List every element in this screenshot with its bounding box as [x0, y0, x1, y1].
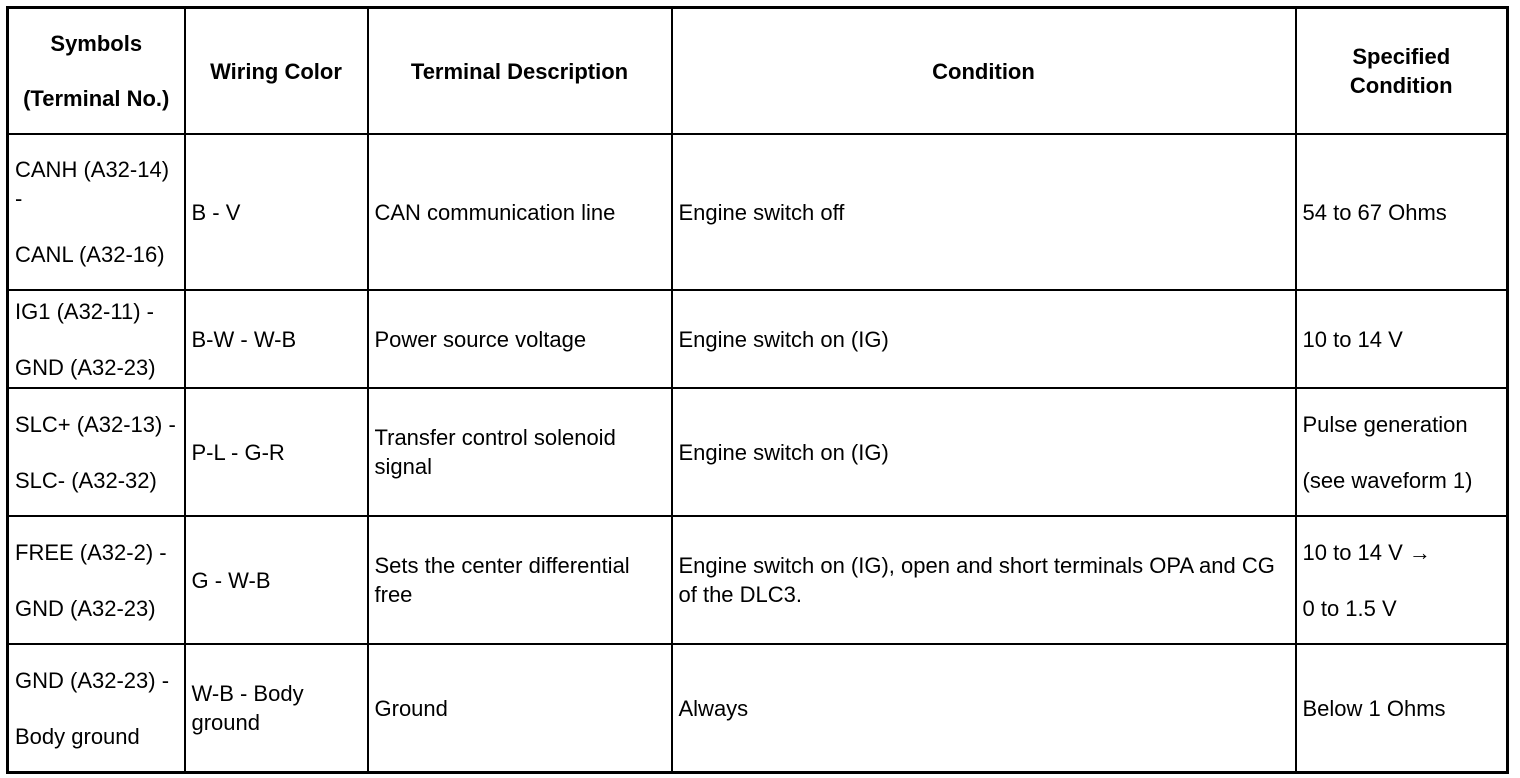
- symbol-to: GND (A32-23): [15, 354, 156, 380]
- condition-cell: Engine switch on (IG): [672, 290, 1296, 388]
- spec-value: Below 1 Ohms: [1302, 695, 1446, 721]
- table-row: [8, 388, 1508, 516]
- symbol-from: SLC+ (A32-13) -: [15, 411, 176, 437]
- wiring-color-cell: B - V: [185, 134, 368, 290]
- table-row: [8, 134, 1508, 290]
- symbol-cell: [8, 516, 185, 644]
- header-terminal-description: Terminal Description: [368, 8, 672, 135]
- condition-cell: Engine switch on (IG): [672, 388, 1296, 516]
- specified-condition-cell: [1296, 290, 1508, 388]
- wiring-color-cell: G - W-B: [185, 516, 368, 644]
- terminal-specification-table: [6, 6, 1509, 774]
- wiring-color-cell: P-L - G-R: [185, 388, 368, 516]
- symbol-to: CANL (A32-16): [15, 242, 165, 267]
- condition-cell: Engine switch on (IG), open and short terminals OPA and CG of the DLC3.: [672, 516, 1296, 644]
- symbol-to: Body ground: [15, 723, 140, 749]
- symbol-to: GND (A32-23): [15, 595, 156, 621]
- symbol-from: CANH (A32-14) -: [15, 157, 170, 211]
- table-body: [8, 134, 1508, 773]
- symbol-cell: [8, 388, 185, 516]
- symbol-cell: [8, 134, 185, 290]
- header-row: [8, 8, 1508, 135]
- spec-value-note: 0 to 1.5 V: [1302, 595, 1397, 621]
- table-row: [8, 516, 1508, 644]
- header-symbols-line2: (Terminal No.): [23, 86, 170, 111]
- header-symbols-line1: Symbols: [50, 31, 143, 56]
- description-cell: Power source voltage: [368, 290, 672, 388]
- symbol-to: SLC- (A32-32): [15, 467, 157, 493]
- specified-condition-cell: [1296, 644, 1508, 773]
- table-header: [8, 8, 1508, 135]
- spec-value: Pulse generation: [1302, 411, 1468, 437]
- header-wiring-color: Wiring Color: [185, 8, 368, 135]
- spec-value-note: (see waveform 1): [1302, 467, 1473, 493]
- spec-value: 10 to 14 V →: [1302, 539, 1431, 565]
- description-cell: Ground: [368, 644, 672, 773]
- symbol-cell: [8, 644, 185, 773]
- specified-condition-cell: [1296, 516, 1508, 644]
- spec-value: 10 to 14 V: [1302, 326, 1403, 352]
- symbol-from: FREE (A32-2) -: [15, 539, 167, 565]
- header-condition: Condition: [672, 8, 1296, 135]
- table-row: [8, 644, 1508, 773]
- specified-condition-cell: [1296, 388, 1508, 516]
- symbol-cell: [8, 290, 185, 388]
- table-row: [8, 290, 1508, 388]
- specified-condition-cell: [1296, 134, 1508, 290]
- description-cell: Sets the center differential free: [368, 516, 672, 644]
- condition-cell: Engine switch off: [672, 134, 1296, 290]
- description-cell: Transfer control solenoid signal: [368, 388, 672, 516]
- condition-cell: Always: [672, 644, 1296, 773]
- description-cell: CAN communication line: [368, 134, 672, 290]
- spec-value: 54 to 67 Ohms: [1302, 199, 1447, 225]
- symbol-from: GND (A32-23) -: [15, 667, 170, 693]
- header-specified-condition: Specified Condition: [1296, 8, 1508, 135]
- header-symbols: [8, 8, 185, 135]
- symbol-from: IG1 (A32-11) -: [15, 298, 154, 324]
- wiring-color-cell: B-W - W-B: [185, 290, 368, 388]
- wiring-color-cell: W-B - Body ground: [185, 644, 368, 773]
